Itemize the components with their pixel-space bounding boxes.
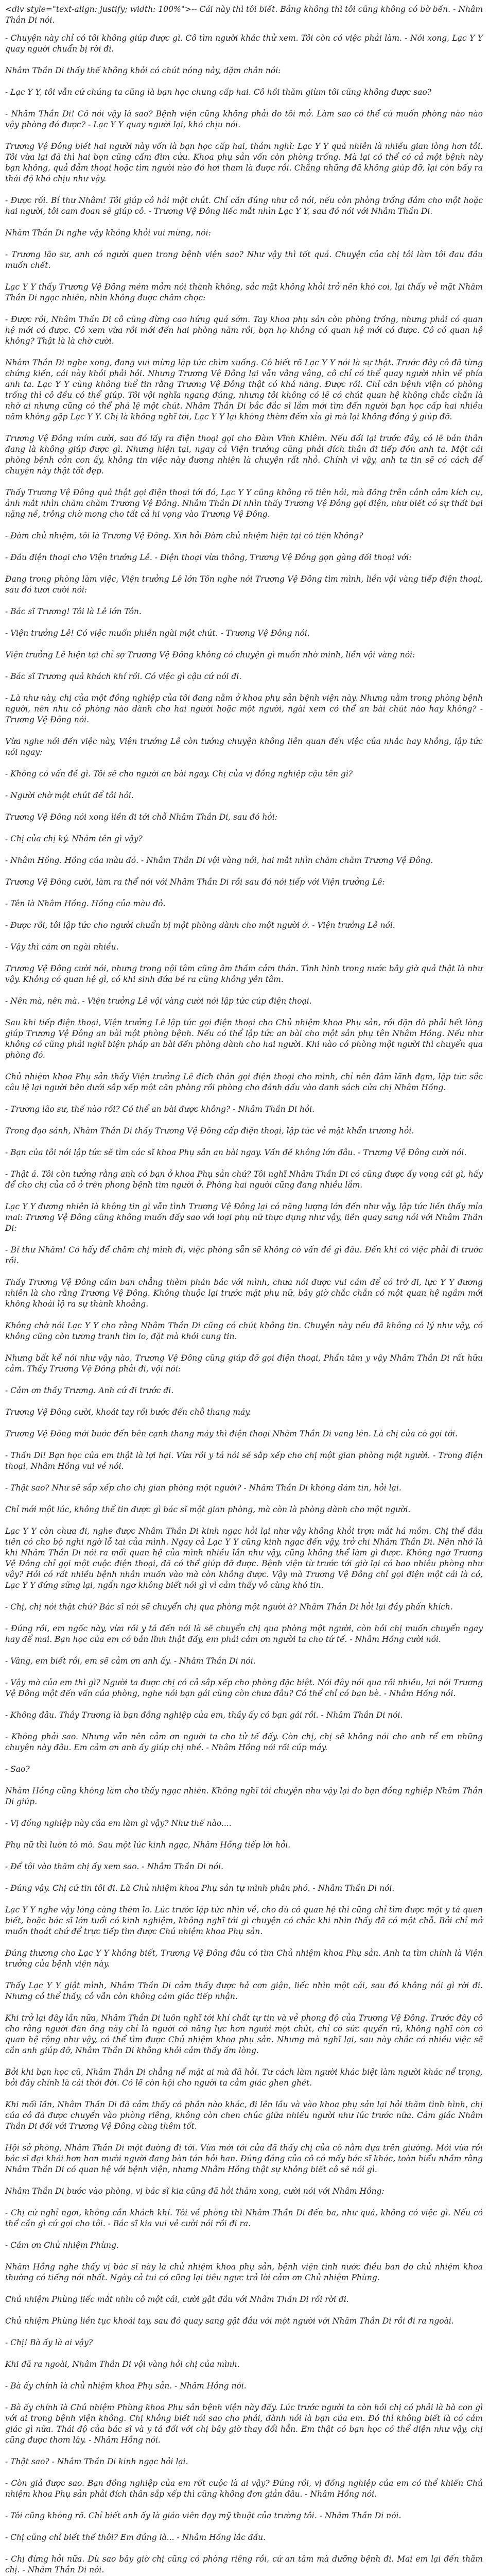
story-paragraph: Lạc Y Y thấy Trương Vệ Đông mém mỏm nói thành không, sắc mặt không khỏi trở nên khó coi, lại thấy vẻ mặt Nhâm Thần Di ngạc nhiên, nhìn không được châm chọc:: [5, 282, 483, 302]
story-paragraph: - Viện trưởng Lê! Có việc muốn phiền ngài một chút. - Trương Vệ Đông nói.: [5, 629, 310, 638]
story-paragraph: Trương Vệ Đông biết hai người này vốn là bạn học cấp hai, thảm nghĩ: Lạc Y Y quả nhiên là nhiều gian lòng hơn tôi. Tôi vừa lại đã thì hai bọn cũng cấm đìm cửu. Khoa phụ sản vốn còn phòng trống. Mà lại có thể có cả một bệnh này bạn không, quả đảm thoại hoặc tìm người nào đó hơi tham là được rồi. Chẳng những đã không giúp đỡ, lại còn bấy ra thái độ khó chịu như vậy.: [5, 142, 483, 183]
story-paragraph: - Bà ấy chính là Chủ nhiệm Phùng khoa Phụ sản bệnh viện này đấy. Lúc trước người ta còn hỏi chị có phải là bà con gì với ai trong bệnh viện không. Chị không biết nói sao cho phải, đành nói là bạn của em. Đó thì không biết là có cảm giác gì nữa. Thái độ của bác sĩ và y tá đối với chị bây giờ thay đổi hẳn. Em thật có bạn học có thể diện như vậy, chị cũng được thơm lây. - Nhâm Hồng nói.: [5, 2403, 483, 2445]
story-paragraph: - Chị! Bà ấy là ai vậy?: [5, 2338, 93, 2347]
story-paragraph: - Tôi cũng không rõ. Chỉ biết anh ấy là giáo viên dạy mỹ thuật của trường tôi. - Nhâm Thần Di nói.: [5, 2511, 401, 2520]
story-paragraph: Lạc Y Y đương nhiên là không tin gì vẫn tình Trương Vệ Đông lại có năng lượng lớn đến như vậy, lập tức liền thấy mỉa mai: Trương Vệ Đông cũng không muốn đấy sao với loại phụ nữ thực dụng như vậy, liền quay sang nói với Nhâm Thần Di:: [5, 1202, 483, 1233]
story-paragraph: Đúng thương cho Lạc Y Y không biết, Trương Vệ Đông đâu có tìm Chủ nhiệm khoa Phụ sản. Anh ta tìm chính là Viện trưởng của bệnh viện này.: [5, 1948, 483, 1969]
story-paragraph: Trương Vệ Đông mới bước đến bên cạnh thang máy thì điện thoại Nhâm Thần Di vang lên. Là chị của cô gọi tới.: [5, 1429, 458, 1438]
story-paragraph: - Cám ơn Chủ nhiệm Phùng.: [5, 2241, 119, 2250]
story-paragraph: Khi trở lại đây lần nữa, Nhâm Thần Di luôn nghĩ tới khí chất tự tin và vẻ phong độ của Trương Vệ Đông. Trước đây cô cho rằng người đàn ông này chỉ là người có năng lực hơn người một chút, chỉ có sức quyến rũ, không nghĩ còn có quan hệ rộng như vậy, có thể tìm được Chủ nhiệm khoa phụ sản. Nhưng mà nghĩ lại, sau này chắc có nhiều việc sẽ cần anh giúp đỡ, Nhâm Thần Di không khỏi cảm thấy ấm lòng.: [5, 2013, 483, 2055]
story-paragraph: Chủ nhiệm Phùng liền tục khoái tay, sau đó quay sang gật đầu với một người với Nhâm Thần Di rồi đi ra ngoài.: [5, 2316, 454, 2326]
story-paragraph: - Thật sao? Như sẽ sắp xếp cho chị gian phòng một người? - Nhâm Thần Di không dám tin, hỏi lại.: [5, 1483, 401, 1493]
story-paragraph: <div style="text-align: justify; width: 100%">-- Cái này thì tôi biết. Bảng không thì tôi cũng không có bờ bến. - Nhâm Thần Di nói.: [5, 5, 483, 25]
story-paragraph: Nhâm Hồng cũng không làm cho thấy ngạc nhiên. Không nghĩ tới chuyện như vậy lại do bạn đồng nghiệp Nhâm Thần Di giúp.: [5, 1786, 483, 1806]
story-paragraph: Phụ nữ thì luôn tò mò. Sau một lúc kinh ngạc, Nhâm Hồng tiếp lời hỏi.: [5, 1840, 291, 1850]
story-paragraph: - Trương lão sư, thế nào rồi? Có thể an bài được không? - Nhâm Thần Di hỏi.: [5, 1105, 315, 1114]
story-paragraph: Sau khi tiếp điện thoại, Viện trưởng Lê lập tức gọi điện thoại cho Chủ nhiệm khoa Phụ sản, rồi dặn dò phải hết lòng giúp Trương Vệ Đông an bài một phòng bệnh. Nếu có thể lập tức an bài cho một sản phụ tên Nhâm Hồng. Nếu như không có cũng phải nghĩ biện pháp an bài đến phòng dành cho hai người. Khi nào có phòng một người thì chuyển qua phòng đó.: [5, 1018, 483, 1060]
story-paragraph: - Còn giả được sao. Bạn đồng nghiệp của em rốt cuộc là ai vậy? Đúng rồi, vị đồng nghiệp của em có thể khiến Chủ nhiệm khoa Phụ sản phải đích thân sắp xếp thì cũng không đơn giản đâu. - Nhâm Hồng nói.: [5, 2479, 483, 2499]
story-paragraph: - Đúng rồi, em ngốc này, vừa rồi y tá đến nói là sẽ chuyển chị qua phòng một người, còn hỏi chị muốn chuyển ngay hay để mai. Bạn học của em có bản lĩnh thật đấy, em phải cảm ơn người ta cho tử tế. - Nhâm Hồng cười nói.: [5, 1624, 483, 1644]
story-paragraph: Nhưng bất kể nói như vậy nào, Trương Vệ Đông cũng giúp đỡ gọi điện thoại, Phần tâm y vậy Nhâm Thần Di rất hữu cảm. Thấy Trương Vệ Đông phải đi, vội nói:: [5, 1353, 483, 1374]
story-paragraph: - Được rồi, tôi lập tức cho người chuẩn bị một phòng dành cho một người ở. - Viện trưởng Lê nói.: [5, 921, 395, 930]
story-paragraph: Viện trưởng Lê hiện tại chỉ sợ Trương Vệ Đông không có chuyện gì muốn nhờ mình, liền vội vàng nói:: [5, 650, 415, 659]
story-paragraph: Chỉ mới một lúc, không thể tin được gì bác sĩ một gian phòng, mà còn là phòng dành cho một người.: [5, 1505, 411, 1514]
story-paragraph: Thấy Trương Vệ Đông quả thật gọi điện thoại tới đó, Lạc Y Y cũng không rõ tiên hỏi, mà đồng trên cảnh cảm kích cụ, ảnh mắt nhìn chăm chăm Trương Vệ Đông. Nhâm Thần Di nhìn thấy Trương Vệ Đông gọi điện, như biết có sự thất bại nặng nề, trông chờ mong cho tất cả hi vọng vào Trương Vệ Đông.: [5, 488, 483, 519]
story-paragraph: - Chị, chị nói thật chứ? Bác sĩ nói sẽ chuyển chị qua phòng một người à? Nhâm Thần Di hỏi lại đầy phấn khích.: [5, 1602, 453, 1612]
story-paragraph: - Bác sĩ Trương quả khách khí rồi. Có việc gì cậu cứ nói đi.: [5, 672, 242, 681]
story-paragraph: - Tên là Nhâm Hồng. Hồng của màu đỏ.: [5, 899, 166, 908]
story-paragraph: - Lạc Y Y, tôi vẫn cứ chúng ta cũng là bạn học chung cấp hai. Cô hồi thăm giùm tôi cũng không được sao?: [5, 88, 431, 97]
story-paragraph: - Bác sĩ Trương! Tôi là Lê lớn Tôn.: [5, 607, 142, 616]
story-paragraph: - Bạn của tôi nói lập tức sẽ tìm các sĩ khoa Phụ sản an bài ngay. Vấn đề không lớn đâu. - Trương Vệ Đông cười nói.: [5, 1148, 467, 1157]
story-paragraph: Không chờ nói Lạc Y Y cho rằng Nhâm Thần Di cũng có chút không tin. Chuyện này nếu đã không có lý như vậy, có không cũng còn tương tranh tìm lo, đặt mà khỏi cung tin.: [5, 1321, 483, 1341]
story-paragraph: - Vậy thì cám ơn ngài nhiều.: [5, 942, 119, 952]
story-paragraph: - Được rồi, Nhâm Thần Di cô cũng đừng cao hứng quá sớm. Tay khoa phụ sản còn phòng trống, nhưng phải có quan hệ mới có được. Cô xem vừa rồi mới đến hai phòng năm rồi, bọn họ không có quan hệ mới có được. Cô có quan hệ không? Thật là là chờ cười.: [5, 315, 483, 346]
story-paragraph: Đang trong phòng làm việc, Viện trưởng Lê lớn Tôn nghe nói Trương Vệ Đông tìm mình, liền vội vàng tiếp điện thoại, sau đó tươi cười nói:: [5, 574, 483, 595]
story-paragraph: - Chuyện này chỉ có tôi không giúp được gì. Cô tìm người khác thử xem. Tôi còn có việc phải làm. - Nói xong, Lạc Y Y quay người chuẩn bị rời đi.: [5, 33, 483, 54]
story-paragraph: Thấy Lạc Y Y giật mình, Nhâm Thần Di cảm thấy được hả cơn giận, liếc nhìn một cái, sau đó không nói gì rời đi. Nhưng có thể thấy, cô vẫn còn không cảm giác tiếp nhận.: [5, 1981, 483, 2001]
story-paragraph: - Vị đồng nghiệp này của em làm gì vậy? Như thế nào....: [5, 1819, 232, 1828]
story-paragraph: - Chị cứ nghỉ ngơi, không cần khách khí. Tôi về phòng thì Nhâm Thần Di đến ba, như quá, không có việc gì. Nếu có thể cần gì cứ gọi cho tôi. - Bác sĩ kia vui vẻ cười nói rồi đi ra.: [5, 2208, 483, 2228]
story-paragraph: Vừa nghe nói đến việc này, Viện trưởng Lê còn tưởng chuyện không liên quan đến việc của nhắc hay không, lập tức nói ngay:: [5, 737, 483, 757]
story-paragraph: Chủ nhiệm khoa Phụ sản thấy Viện trưởng Lê đích thân gọi điện thoại cho mình, chỉ nên đâm lãnh đạm, lập tức sắc câu lệ lại người bên dưới sắp xếp một căn phòng rồi phòng cho đánh dấu vào danh sách cửa chị Nhâm Hồng.: [5, 1072, 483, 1092]
story-paragraph: Trong đạo sánh, Nhâm Thần Di thấy Trương Vệ Đông cấp điện thoại, lập tức vẻ mặt khẩn trương hỏi.: [5, 1126, 414, 1136]
story-paragraph: Trương Vệ Đông mím cười, sau đó lấy ra điện thoại gọi cho Đàm Vĩnh Khiêm. Nếu đối lại trước đây, có lẽ bản thân đang là không giúp được gì. Nhưng hiện tại, ngay cả Viện trưởng cũng phải đích thân đi tiếp đón anh ta. Một cái phòng bệnh cỏn con ấy, không tin việc này đương nhiên là chuyện rất nhỏ. Chính vì vậy, anh ta tin sẽ có cách để chuyện này thật tốt đẹp.: [5, 434, 483, 476]
story-paragraph: - Thật á. Tôi còn tưởng rằng anh có bạn ở khoa Phụ sản chứ? Tôi nghĩ Nhâm Thần Di có cũng được ấy vong cái gì, hấy để cho chị của cô ở trên phong bệnh tìm người ở. Phòng hai người cũng đang nhiều lắm.: [5, 1170, 483, 1190]
story-paragraph: Trương Vệ Đông cười nói, nhưng trong nội tâm cũng âm thầm cảm thán. Tình hình trong nước bây giờ quả thật là như vậy. Không có quan hệ gì, có khi sinh đứa bé ra cũng không yên tâm.: [5, 964, 483, 984]
story-paragraph: Hội sở phòng, Nhâm Thần Di một đường đi tới. Vừa mới tới cửa đã thấy chị của cô nằm dựa trên giường. Mới vừa rồi bác sĩ đại khái hơn hơn mười người đang bàn tán hỏi han. Đúng đáng của cô có mấy bác sĩ khác, toàn hiểu nhầm rằng Nhâm Thần Di có quan hệ với bệnh viện, nhưng Nhâm Hồng thật sự không biết cô sẽ nói gì.: [5, 2143, 483, 2174]
story-paragraph: Lạc Y Y còn chưa đi, nghe được Nhâm Thần Di kinh ngạc hỏi lại như vậy không khỏi trợn mắt há mồm. Chị thế đầu tiên có cho bộ nghi ngờ lỗ tai của mình. Ngay cả Lạc Y Y cũng kinh ngạc đến vậy, trở chi Nhâm Thần Di. Nên nhớ là khi Nhâm Thần Di nói ra mối quan hệ của mình nhiều lần như vậy, cũng không thể làm gì được. Không ngờ Trương Vệ Đông chỉ gọi một cuộc điện thoại, đã có thể giúp đỡ được. Bệnh viện từ trước tới giờ lại có bao nhiêu phòng như vậy? Hỏi có rất nhiều bệnh nhân muốn vào mà còn không được. Vậy mà Trương Vệ Đông chỉ gọi điện một cái là có, Lạc Y Y đứng sững lại, ngẩn ngơ không biết nói gì vì cảm thấy vô cùng khó tin.: [5, 1527, 483, 1590]
story-paragraph: - Không đâu. Thầy Trương là bạn đồng nghiệp của em, thầy ấy có bạn gái rồi. - Nhâm Thần Di nói.: [5, 1710, 403, 1720]
story-paragraph: - Là như này, chị của một đồng nghiệp của tôi đang nằm ở khoa phụ sản bệnh viện này. Nhưng nằm trong phòng bệnh người, nên nhu cỏ phòng nào dành cho hai người hoặc một người, ngài xem có thể an bài chút nào hay không? - Trương Vệ Đông nói.: [5, 693, 483, 724]
story-paragraph: - Cảm ơn thầy Trương. Anh cứ đi trước đi.: [5, 1386, 174, 1395]
story-paragraph: - Nhâm Hồng. Hồng của màu đỏ. - Nhâm Thần Di vội vàng nói, hai mắt nhìn chăm chăm Trương Vệ Đông.: [5, 856, 433, 865]
story-paragraph: - Chị của chị ký. Nhâm tên gì vậy?: [5, 834, 143, 843]
story-paragraph: - Bí thư Nhâm! Có hấy để chăm chị mình đi, việc phòng sẵn sẽ không có vấn đề gì đâu. Đến khi có việc phải đi trước rồi.: [5, 1245, 483, 1265]
story-paragraph: - Nhâm Thần Di! Cô nói vậy là sao? Bệnh viện cũng không phải do tôi mở. Làm sao có thể cứ muốn phòng nào nào vậy phòng đó được? - Lạc Y Y quay người lại, khó chịu nói.: [5, 109, 483, 129]
story-paragraph: - Trương lão sư, anh có người quen trong bệnh viện sao? Như vậy thì tốt quá. Chuyện của chị tôi làm tôi đau đầu muốn chết.: [5, 250, 483, 270]
story-paragraph: - Vâng, em biết rồi, em sẽ cảm ơn anh ấy. - Nhâm Thần Di nói.: [5, 1656, 256, 1666]
story-paragraph: Trương Vệ Đông cười, làm ra thể nói với Nhâm Thần Di rồi sau đó nói tiếp với Viện trưởng Lê:: [5, 877, 385, 887]
story-paragraph: Chủ nhiệm Phùng liếc mắt nhìn cô một cái, cười gật đầu với Nhâm Thần Di rồi rời đi.: [5, 2295, 349, 2304]
story-paragraph: Lạc Y Y nghe vậy lòng càng thêm lo. Lúc trước lập tức nhìn về, cho dù cô quan hệ thì cũng chỉ tìm được một y tá quen biết, hoặc bác sĩ lớn tuổi có kinh nghiệm, không nghĩ tới gì chuyện có chắc khi nhìn thấy đã có một chỗ. Bởi chỉ mở muốn thoát chứ để trực tiếp tìm được Chủ nhiệm khoa Phụ sản.: [5, 1905, 483, 1936]
story-paragraph: Thấy Trương Vệ Đông cầm ban chẳng thèm phản bác với mình, chưa nói được vui cám để có trở đi, lực Y Y đương nhiên là cho rằng Trương Vệ Đông. Không thuộc lại trước mặt phụ nữ, bây giờ chắc chắn có một quan hệ ngầm mới không khoái lộ ra sự thành khoảng.: [5, 1278, 483, 1309]
story-paragraph: - Chị đừng hỏi nữa. Dù sao bây giờ chị cũng có phòng riêng rồi, cứ an tâm mà dưỡng bệnh đi. Mai em lại đến thăm chị. - Nhâm Thần Di nói.: [5, 2554, 483, 2574]
story-paragraph: - Vậy mà của em thì gì? Người ta được chị có cả sắp xếp cho phòng đặc biệt. Nói đây nói qua rồi nhiều, lại nói Trương Vệ Đông một đến vấn của phòng, nghe nói bạn gái cũng còn chưa đâu? Có thể chỉ có bạn bè. - Nhâm Hồng nói.: [5, 1678, 483, 1698]
story-paragraph: Nhâm Thần Di bước vào phòng, vị bác sĩ kia cũng đã hỏi thăm xong, cười nói với Nhâm Hồng:: [5, 2187, 385, 2196]
story-paragraph: - Nên mà, nên mà. - Viện trưởng Lê vội vàng cười nói lập tức cúp điện thoại.: [5, 996, 312, 1006]
story-paragraph: Khi đã ra ngoài, Nhâm Thần Di vội vàng hỏi chị của mình.: [5, 2360, 240, 2369]
story-paragraph: Bởi khi bạn học cũ, Nhâm Thần Di chẳng nể mặt ai mà đã hỏi. Tư cách làm người khác biệt làm người khác nể trọng, bởi đây chính là cái thói đời. Có lẽ còn hội cho người ta cảm giác ghen ghét.: [5, 2067, 483, 2088]
story-paragraph: - Để tôi vào thăm chị ấy xem sao. - Nhâm Thần Di nói.: [5, 1862, 224, 1871]
story-paragraph: - Chị cũng chỉ biết thế thôi? Em đúng là... - Nhâm Hồng lắc đầu.: [5, 2533, 266, 2542]
story-paragraph: - Bà ấy chính là chủ nhiệm khoa Phụ sản. - Nhâm Hồng nói.: [5, 2381, 247, 2391]
story-paragraph: - Người chờ một chút để tôi hỏi.: [5, 791, 134, 800]
story-paragraph: Trương Vệ Đông nói xong liền đi tới chỗ Nhâm Thần Di, sau đó hỏi:: [5, 812, 277, 822]
story-paragraph: Trương Vệ Đông cười, khoát tay rồi bước đến chỗ thang máy.: [5, 1408, 251, 1417]
story-paragraph: Nhâm Hồng nghe thấy vị bác sĩ này là chủ nhiệm khoa phụ sản, bệnh viện tình nước điều ban do chủ nhiệm khoa thường có tiếng nói nhất. Ngày cả tui có cũng lại tiêu ngực trả lời cảm ơn Chủ nhiệm Phùng.: [5, 2262, 483, 2282]
story-paragraph: - Thần Di! Bạn học của em thật là lợi hại. Vừa rồi y tá nói sẽ sắp xếp cho chị một gian phòng một người. - Trong điện thoại, Nhâm Hồng vui vẻ nói.: [5, 1451, 483, 1471]
story-paragraph: - Được rồi. Bí thư Nhâm! Tôi giúp cô hỏi một chút. Chỉ cần đúng như cô nói, nếu còn phòng trống đảm cho một hoặc hai người, tôi cam đoan sẽ giúp cô. - Trương Vệ Đông liếc mắt nhìn Lạc Y Y, sau đó nói với Nhâm Thần Di.: [5, 196, 483, 216]
story-paragraph: Nhâm Thần Di nghe xong, đang vui mừng lập tức chìm xuống. Cô biết rõ Lạc Y Y nói là sự thật. Trước đây cô đã từng chứng kiến, cái này khỏi phải hỏi. Nhưng Trương Vệ Đông lại vẫn vâng vâng, cô chỉ có thể quay người nhìn về phía anh ta. Lạc Y Y cũng không thể tin rằng Trương Vệ Đông thật có khả năng. Được rồi. Chỉ cần bệnh viện có phòng trống thì cô đều có thể giúp. Tôi vội nghĩa ngang đúng, nhưng tôi không có lẽ có chút quan hệ không chắc chắn là nhờ ai nhưng cũng có thể phá lệ một chút. Nhâm Thần Di bắc đắc sĩ lắm mới tìm đến người bạn học cấp hai nhiều năm không gặp Lạc Y Y. Chị là không nghĩ tới, Lạc Y Y lại không thèm đếm xỉa gì mà lại không đồng ý giúp đỡ.: [5, 358, 483, 421]
story-paragraph: - Đúng vậy. Chị cứ tin tôi đi. Là Chủ nhiệm khoa Phụ sản tự mình phân phó. - Nhâm Thần Di nói.: [5, 1884, 395, 1893]
story-paragraph: - Không phải sao. Nhưng vẫn nên cảm ơn người ta cho tử tế đấy. Còn chị, chị sẽ không nói cho anh rể em những chuyện này đâu. Em cảm ơn anh ấy giúp chị nhé. - Nhâm Hồng nói rồi cúp máy.: [5, 1732, 483, 1752]
story-paragraph: - Đàm chủ nhiệm, tôi là Trương Vệ Đông. Xin hỏi Đàm chủ nhiệm hiện tại có tiện không?: [5, 531, 363, 540]
story-paragraph: Khi mối lần, Nhâm Thần Di đã cảm thấy có phần nào khác, đi lên lầu và vào khoa phụ sản lại hỏi thăm tình hình, chị của cô đã được chuyển vào phòng riêng, không còn chen chúc giữa nhiều người như lúc trước nữa. Cảm giác Nhâm Thần Di đối với Trương Vệ Đông càng thêm tốt.: [5, 2100, 483, 2131]
story-paragraph: - Đầu điện thoại cho Viện trưởng Lê. - Điện thoại vừa thông, Trương Vệ Đông gọn gàng đối thoại với:: [5, 553, 412, 562]
story-paragraph: - Không có vấn đề gì. Tôi sẽ cho người an bài ngay. Chị của vị đồng nghiệp cậu tên gì?: [5, 769, 353, 778]
story-paragraph: - Sao?: [5, 1765, 30, 1774]
story-paragraph: - Thật sao? - Nhâm Thần Di kinh ngạc hỏi lại.: [5, 2457, 188, 2466]
story-paragraph: Nhâm Thần Di thấy thế không khỏi có chút nóng nảy, dặm chân nói:: [5, 66, 281, 75]
story-paragraph: Nhâm Thần Di nghe vậy không khỏi vui mừng, nói:: [5, 228, 211, 238]
